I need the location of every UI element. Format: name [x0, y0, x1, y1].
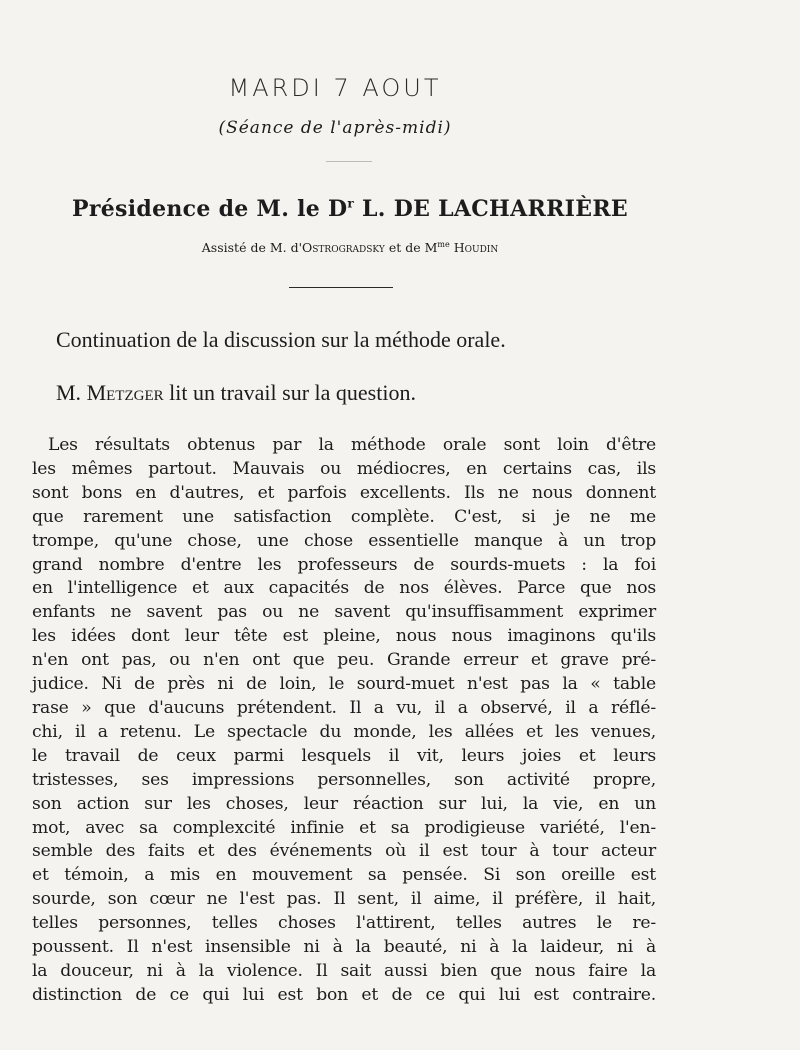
- speaker-name: Metzger: [86, 380, 164, 405]
- presidence-name: L. DE LACHARRIÈRE: [354, 196, 628, 222]
- body-line: distinction de ce qui lui est bon et de ce qui lui est contraire.: [32, 984, 656, 1005]
- body-line: trompe, qu'une chose, une chose essentielle manque à un trop: [32, 530, 656, 551]
- body-paragraph: [32, 434, 656, 1008]
- continuation-line: Continuation de la discussion sur la méthode orale.: [56, 327, 506, 352]
- body-line: chi, il a retenu. Le spectacle du monde, les allées et les venues,: [32, 721, 656, 742]
- body-line: que rarement une satisfaction complète. C'est, si je ne me: [32, 506, 656, 527]
- speaker-prefix: M.: [56, 380, 87, 405]
- assiste-sup: me: [437, 240, 450, 249]
- body-line: sourde, son cœur ne l'est pas. Il sent, il aime, il préfère, il hait,: [32, 889, 656, 910]
- body-line: poussent. Il n'est insensible ni à la beauté, ni à la laideur, ni à: [32, 937, 656, 958]
- body-line: enfants ne savent pas ou ne savent qu'insuffisamment exprimer: [32, 602, 656, 623]
- body-line: en l'intelligence et aux capacités de nos élèves. Parce que nos: [32, 578, 656, 599]
- divider-bottom: [289, 287, 393, 288]
- body-line: telles personnes, telles choses l'attirent, telles autres le re-: [32, 913, 656, 934]
- presidence-heading: [0, 196, 700, 222]
- body-line: Les résultats obtenus par la méthode orale sont loin d'être: [48, 435, 656, 455]
- assiste-part1: Assisté de M. d': [201, 240, 303, 256]
- body-line: et témoin, a mis en mouvement sa pensée. Si son oreille est: [32, 865, 656, 886]
- body-line: le travail de ceux parmi lesquels il vit, leurs joies et leurs: [32, 745, 656, 766]
- assiste-part2: et de M: [384, 240, 438, 256]
- speaker-line: [56, 380, 416, 406]
- body-line: semble des faits et des événements où il est tour à tour acteur: [32, 841, 656, 862]
- body-line: grand nombre d'entre les professeurs de sourds-muets : la foi: [32, 554, 656, 575]
- body-line: mot, avec sa complexcité infinie et sa prodigieuse variété, l'en-: [32, 817, 656, 838]
- day-title: MARDI 7 AOUT: [228, 74, 442, 102]
- body-line: rase » que d'aucuns prétendent. Il a vu, il a observé, il a réflé-: [32, 697, 656, 718]
- body-line: n'en ont pas, ou n'en ont que peu. Grande erreur et grave pré-: [32, 650, 656, 671]
- body-line: la douceur, ni à la violence. Il sait aussi bien que nous faire la: [32, 960, 656, 981]
- body-line: les mêmes partout. Mauvais ou médiocres, en certains cas, ils: [32, 458, 656, 479]
- body-line: les idées dont leur tête est pleine, nous nous imaginons qu'ils: [32, 626, 656, 647]
- assiste-name1: Ostrogradsky: [302, 240, 385, 256]
- assiste-line: [0, 240, 700, 255]
- body-line: judice. Ni de près ni de loin, le sourd-muet n'est pas la « table: [32, 674, 656, 695]
- presidence-prefix: Présidence de M. le D: [72, 196, 348, 222]
- assiste-name2: Houdin: [449, 240, 499, 256]
- divider-top: [326, 161, 372, 162]
- session-subtitle: (Séance de l'après-midi): [218, 118, 452, 138]
- body-line: son action sur les choses, leur réaction sur lui, la vie, en un: [32, 793, 656, 814]
- body-line: tristesses, ses impressions personnelles, son activité propre,: [32, 769, 656, 790]
- speaker-suffix: lit un travail sur la question.: [163, 380, 416, 405]
- body-line: sont bons en d'autres, et parfois excellents. Ils ne nous donnent: [32, 482, 656, 503]
- presidence-sup: r: [347, 196, 355, 211]
